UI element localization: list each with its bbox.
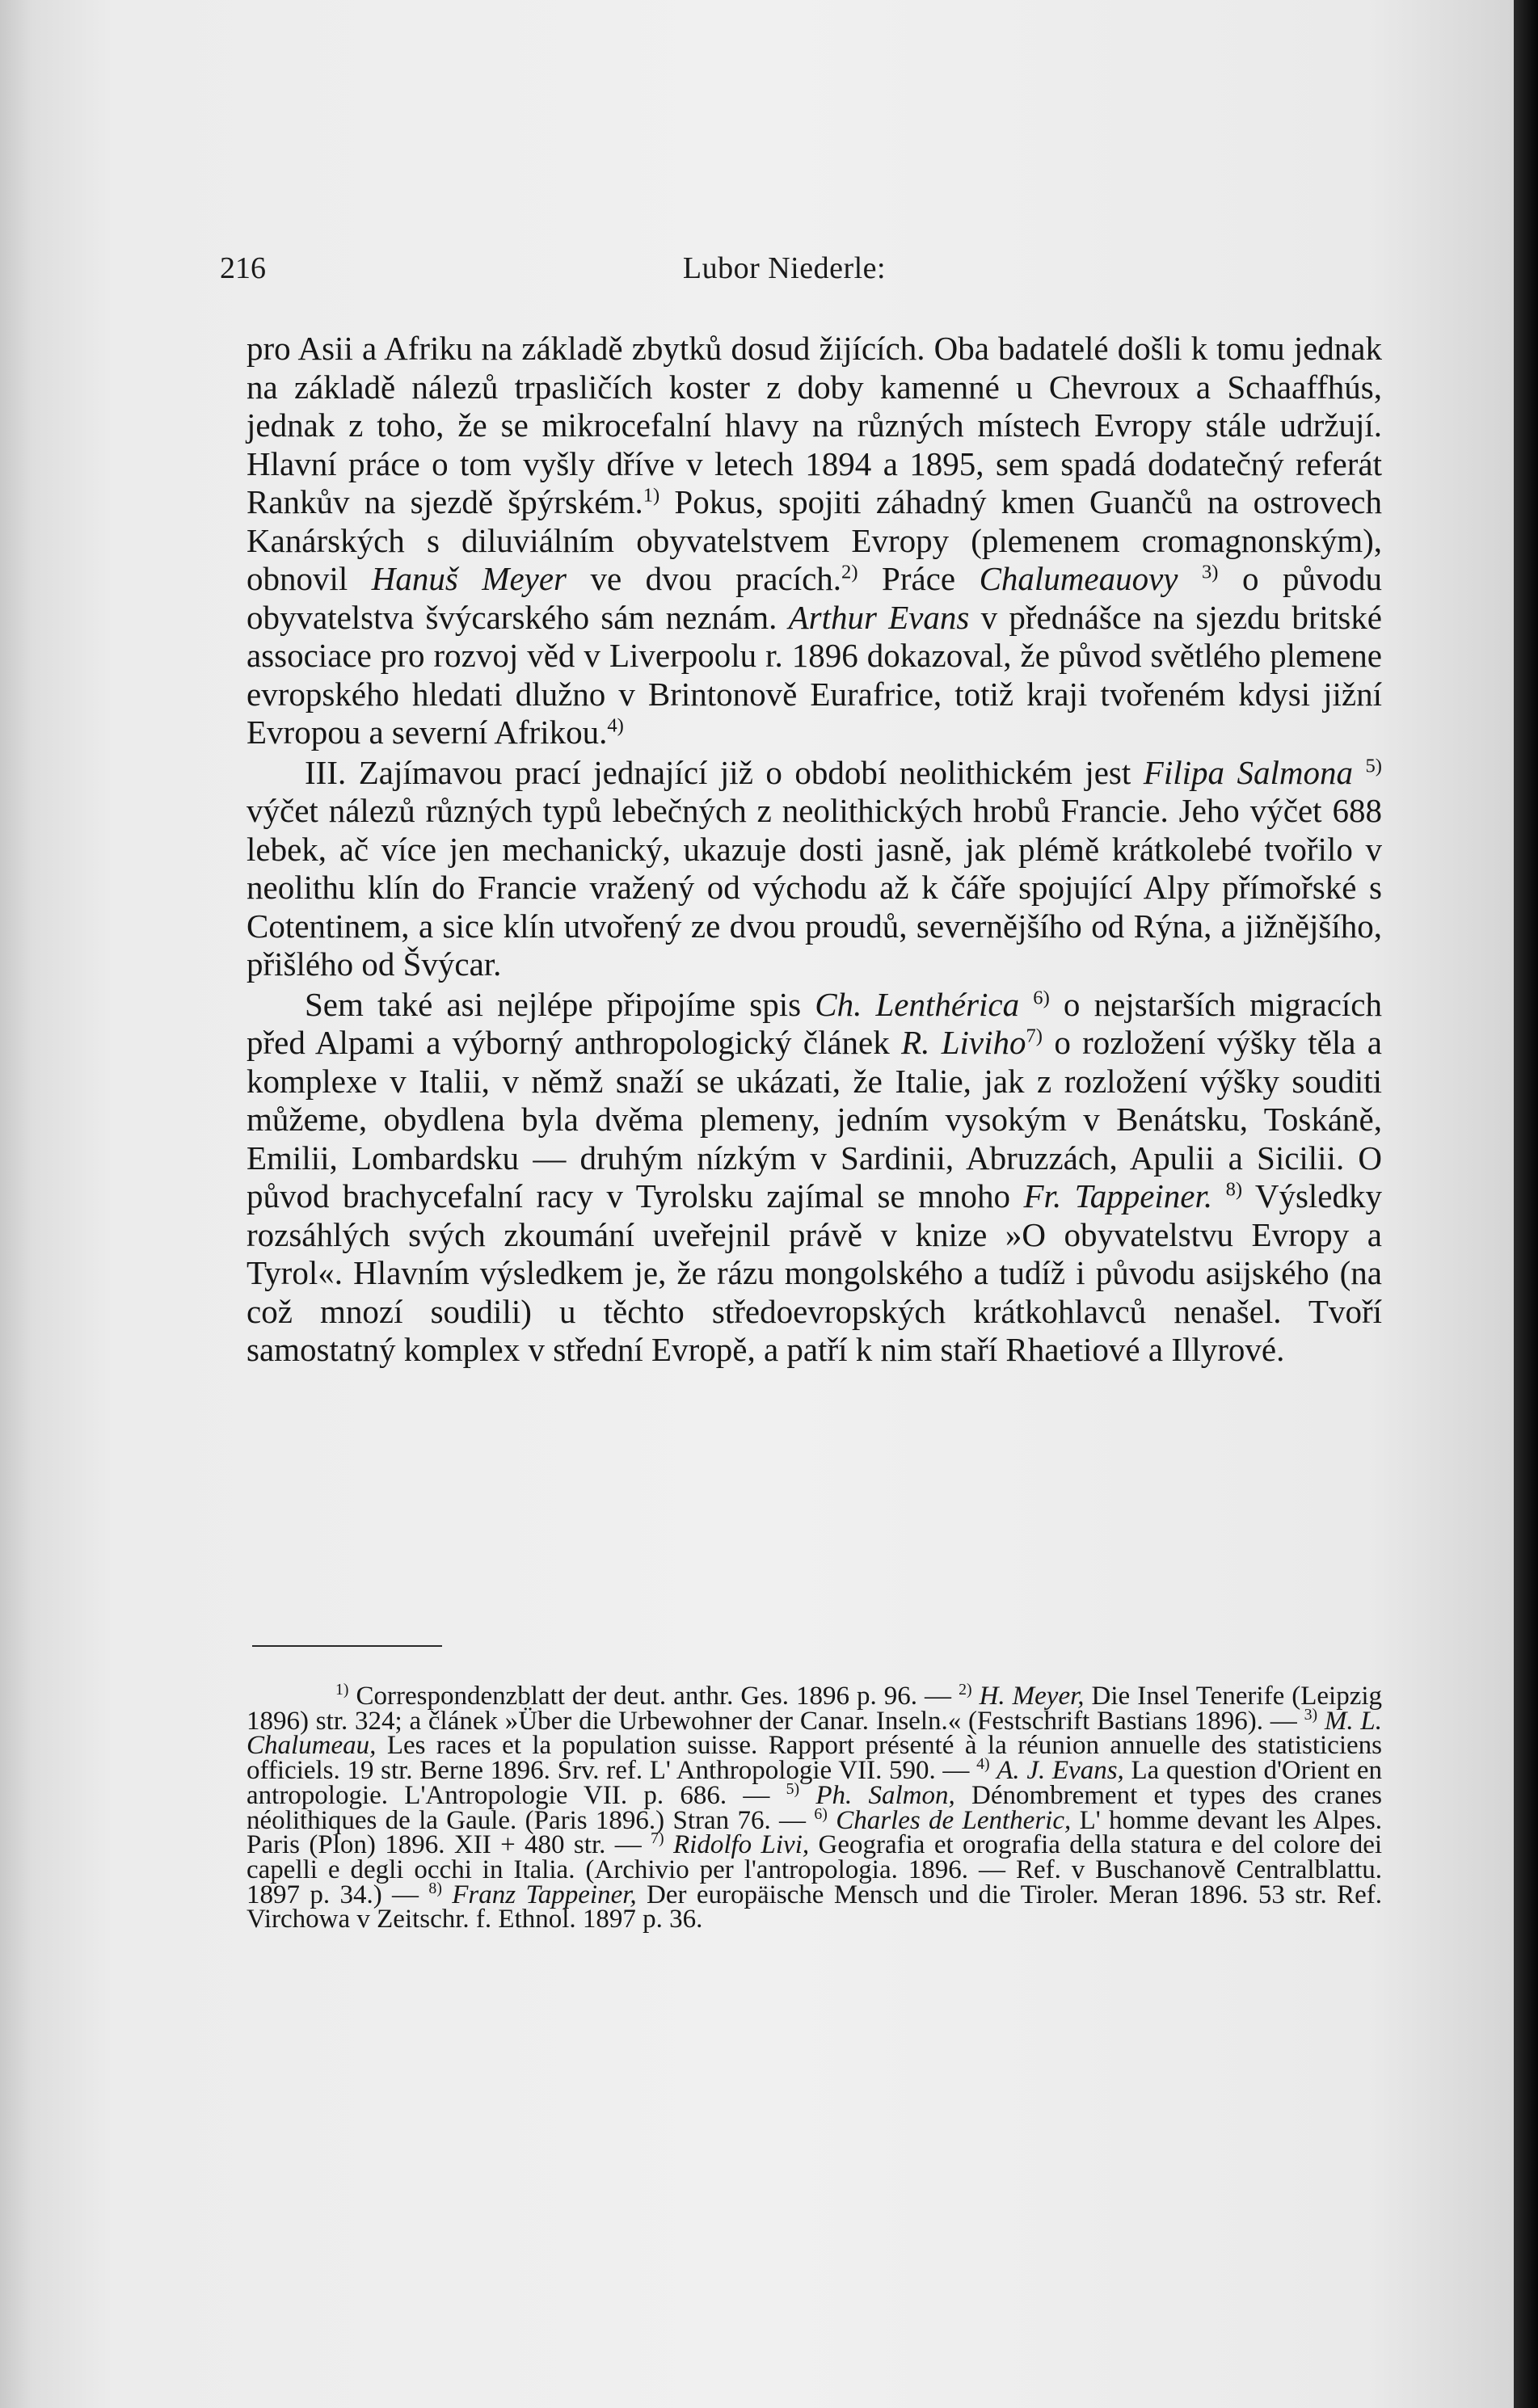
text-run: Práce xyxy=(857,560,980,597)
footnote-block xyxy=(247,1681,1383,1934)
text-run: o nejstarších migracích před Alpami a výborný anthropologický článek xyxy=(247,985,1382,1061)
italic-name: Arthur Evans xyxy=(788,598,970,636)
italic-name: Franz Tappeiner, xyxy=(452,1880,637,1909)
text-run: Correspondenzblatt der deut. anthr. Ges. 1896 p. 96. — xyxy=(348,1682,959,1711)
footnote-marker: 6) xyxy=(1033,986,1050,1008)
italic-name: Filipa Salmona xyxy=(1143,753,1353,791)
italic-name: Fr. Tappeiner. xyxy=(1023,1177,1213,1215)
text-run: o rozložení výšky těla a komplexe v Italii, v němž snaží se ukázati, že Italie, jak z rozložení výšky souditi můžeme, obydlena byla dvěma plemeny, jedním vysokým v Benátsku, Toskáně, Emilii, Lombardsku — druhým nízkým v Sardinii, Abruzzách, Apulii a Sicilii. O původ brachycefalní racy v Tyrolsku zajímal se mnoho xyxy=(247,1024,1382,1215)
footnotes xyxy=(247,1681,1383,1934)
text-run: La question d'Orient en antropologie. L'Antropologie VII. p. 686. — xyxy=(247,1756,1383,1810)
italic-name: Ridolfo Livi, xyxy=(673,1830,810,1860)
text-run: Die Insel Tenerife (Leipzig 1896) str. 324; a článek »Über die Urbewohner der Canar. Inseln.« (Festschrift Bastians 1896). — xyxy=(247,1682,1383,1736)
footnote-marker: 1) xyxy=(643,484,660,507)
text-run xyxy=(1212,1177,1225,1215)
text-run: o původu obyvatelstva švýcarského sám neznám. xyxy=(247,560,1382,636)
footnote-marker: 4) xyxy=(976,1755,990,1774)
text-run: Výsledky rozsáhlých svých zkoumání uveřejnil právě v knize »O obyvatelstvu Evropy a Tyrol«. Hlavním výsledkem je, že rázu mongolského a tudíž i původu asijského (na což mnozí soudili) u těchto středoevropských krátkohlavců nenašel. Tvoří samostatný komplex v střední Evropě, a patří k nim staří Rhaetiové a Illyrové. xyxy=(247,1177,1382,1368)
footnote-marker: 8) xyxy=(1225,1178,1243,1201)
italic-name: R. Liviho xyxy=(901,1024,1026,1061)
italic-name: Charles de Lentheric, xyxy=(836,1805,1072,1835)
text-run xyxy=(1019,986,1033,1023)
italic-name: Ch. Lenthérica xyxy=(815,985,1020,1023)
text-run xyxy=(1353,754,1366,791)
page-edge-shadow xyxy=(1514,0,1538,2408)
footnote-marker: 3) xyxy=(1304,1705,1318,1724)
text-run: L' homme devant les Alpes. Paris (Plon) 1896. XII + 480 str. — xyxy=(247,1805,1383,1860)
italic-name: M. L. Chalumeau, xyxy=(247,1706,1382,1761)
footnote-marker: 2) xyxy=(959,1681,972,1699)
footnote-marker: 7) xyxy=(1026,1025,1043,1047)
italic-name: A. J. Evans, xyxy=(997,1756,1124,1786)
text-run: v přednášce na sjezdu britské associace pro rozvoj věd v Liverpoolu r. 1896 dokazoval, že původ světlého plemene evropského hledati dlužno v Brintonově Eurafrice, totiž kraji tvořeném kdysi jižní Evropou a severní Afrikou. xyxy=(247,598,1382,751)
italic-name: Ph. Salmon, xyxy=(815,1780,955,1810)
text-run xyxy=(1178,560,1202,597)
footnote-marker: 1) xyxy=(335,1681,349,1699)
page-number: 216 xyxy=(220,251,266,285)
body-text xyxy=(247,330,1382,1370)
paragraph-3 xyxy=(247,986,1382,1370)
paragraph-2 xyxy=(247,754,1382,984)
footnote-marker: 3) xyxy=(1202,561,1219,583)
text-run: pro Asii a Afriku na základě zbytků dosud žijících. Oba badatelé došli k tomu jednak na základě nálezů trpasličích koster z doby kamenné u Chevroux a Schaaffhús, jednak z toho, že se mikrocefalní hlavy na různých místech Evropy stále udržují. Hlavní práce o tom vyšly dříve v letech 1894 a 1895, sem spadá dodatečný referát Rankův na sjezdě špýrském. xyxy=(247,330,1382,520)
italic-name: H. Meyer, xyxy=(979,1682,1085,1711)
text-run: ve dvou pracích. xyxy=(567,560,842,597)
paragraph-1 xyxy=(247,330,1382,752)
text-run: III. Zajímavou prací jednající již o období neolithickém jest xyxy=(305,753,1144,791)
footnote-marker: 2) xyxy=(841,561,858,583)
text-run: Geografia et orografia della statura e del colore dei capelli e degli occhi in Italia. (Archivio per l'antropologia. 1896. — Ref. v Buschanově Centralblattu. 1897 p. 34.) — xyxy=(247,1830,1383,1909)
footnote-marker: 6) xyxy=(814,1804,828,1823)
italic-name: Hanuš Meyer xyxy=(371,560,567,597)
text-run: Der europäische Mensch und die Tiroler. Meran 1896. 53 str. Ref. Virchowa v Zeitschr. f. Ethnol. 1897 p. 36. xyxy=(247,1880,1382,1934)
footnote-marker: 5) xyxy=(1365,754,1382,777)
text-run: Pokus, spojiti záhadný kmen Guančů na ostrovech Kanárských s diluviálním obyvatelstvem Evropy (plemenem cromagnonským), obnovil xyxy=(247,483,1382,597)
text-run: výčet nálezů různých typů lebečných z neolithických hrobů Francie. Jeho výčet 688 lebek, ač více jen mechanický, ukazuje dosti jasně, jak plémě krátkolebé tvořilo v neolithu klín do Francie vražený od východu až k čáře spojující Alpy přímořské s Cotentinem, a sice klín utvořený ze dvou proudů, severnějšího od Rýna, a jižnějšího, přišlého od Švýcar. xyxy=(247,792,1382,983)
page-header xyxy=(217,242,1352,291)
footnote-marker: 7) xyxy=(651,1829,664,1848)
footnote-marker: 8) xyxy=(428,1879,442,1897)
footnote-marker: 5) xyxy=(786,1779,800,1798)
text-run: Sem také asi nejlépe připojíme spis xyxy=(305,985,815,1023)
running-head: Lubor Niederle: xyxy=(682,251,887,285)
text-run: Les races et la population suisse. Rapport présenté à la réunion annuelle des statisticiens officiels. 19 str. Berne 1896. Srv. ref. L' Anthropologie VII. 590. — xyxy=(247,1731,1382,1786)
footnote-marker: 4) xyxy=(607,714,624,737)
text-run: Dénombrement et types des cranes néolithiques de la Gaule. (Paris 1896.) Stran 76. — xyxy=(247,1780,1382,1835)
footnote-divider xyxy=(252,1645,442,1647)
italic-name: Chalumeauovy xyxy=(979,560,1178,597)
